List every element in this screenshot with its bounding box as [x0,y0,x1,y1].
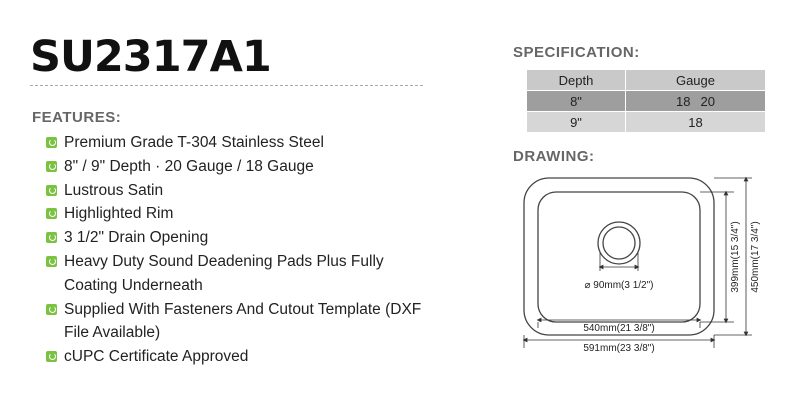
table-row [527,112,766,133]
bullet-icon [46,185,57,196]
specification-heading: SPECIFICATION: [513,44,640,61]
feature-item: Heavy Duty Sound Deadening Pads Plus Fully Coating Underneath [46,250,426,298]
sink-outer-rim [524,178,714,335]
gauge-cell: 18 20 [626,91,766,112]
bullet-icon [46,232,57,243]
drain-outer-icon [598,222,640,264]
bullet-icon [46,161,57,172]
drain-dimension-label: ⌀ 90mm(3 1/2") [584,280,654,291]
drawing-heading: DRAWING: [513,148,595,165]
feature-item: cUPC Certificate Approved [46,345,426,369]
drain-inner-icon [603,227,635,259]
sink-inner-bowl [538,192,700,322]
inner-height-label: 399mm(15 3/4") [730,221,741,293]
gauge-cell: 18 [626,112,766,133]
bullet-icon [46,351,57,362]
bullet-icon [46,208,57,219]
title-divider [30,85,423,86]
table-row [527,91,766,112]
model-number: SU2317A1 [30,32,271,82]
depth-cell: 8" [527,91,626,112]
bullet-icon [46,137,57,148]
specification-table [526,69,766,133]
column-header-depth: Depth [527,70,626,91]
depth-cell: 9" [527,112,626,133]
bullet-icon [46,304,57,315]
outer-height-label: 450mm(17 3/4") [750,221,761,293]
feature-item: Lustrous Satin [46,179,426,203]
feature-item: 8" / 9" Depth · 20 Gauge / 18 Gauge [46,155,426,179]
sink-drawing [512,168,782,363]
feature-item: 3 1/2" Drain Opening [46,226,426,250]
feature-item: Premium Grade T-304 Stainless Steel [46,131,426,155]
column-header-gauge: Gauge [626,70,766,91]
features-list [46,131,426,369]
outer-width-label: 591mm(23 3/8") [583,343,655,354]
table-header-row [527,70,766,91]
feature-item: Highlighted Rim [46,202,426,226]
inner-width-label: 540mm(21 3/8") [583,323,655,334]
features-heading: FEATURES: [32,109,122,126]
bullet-icon [46,256,57,267]
feature-item: Supplied With Fasteners And Cutout Template (DXF File Available) [46,298,426,346]
